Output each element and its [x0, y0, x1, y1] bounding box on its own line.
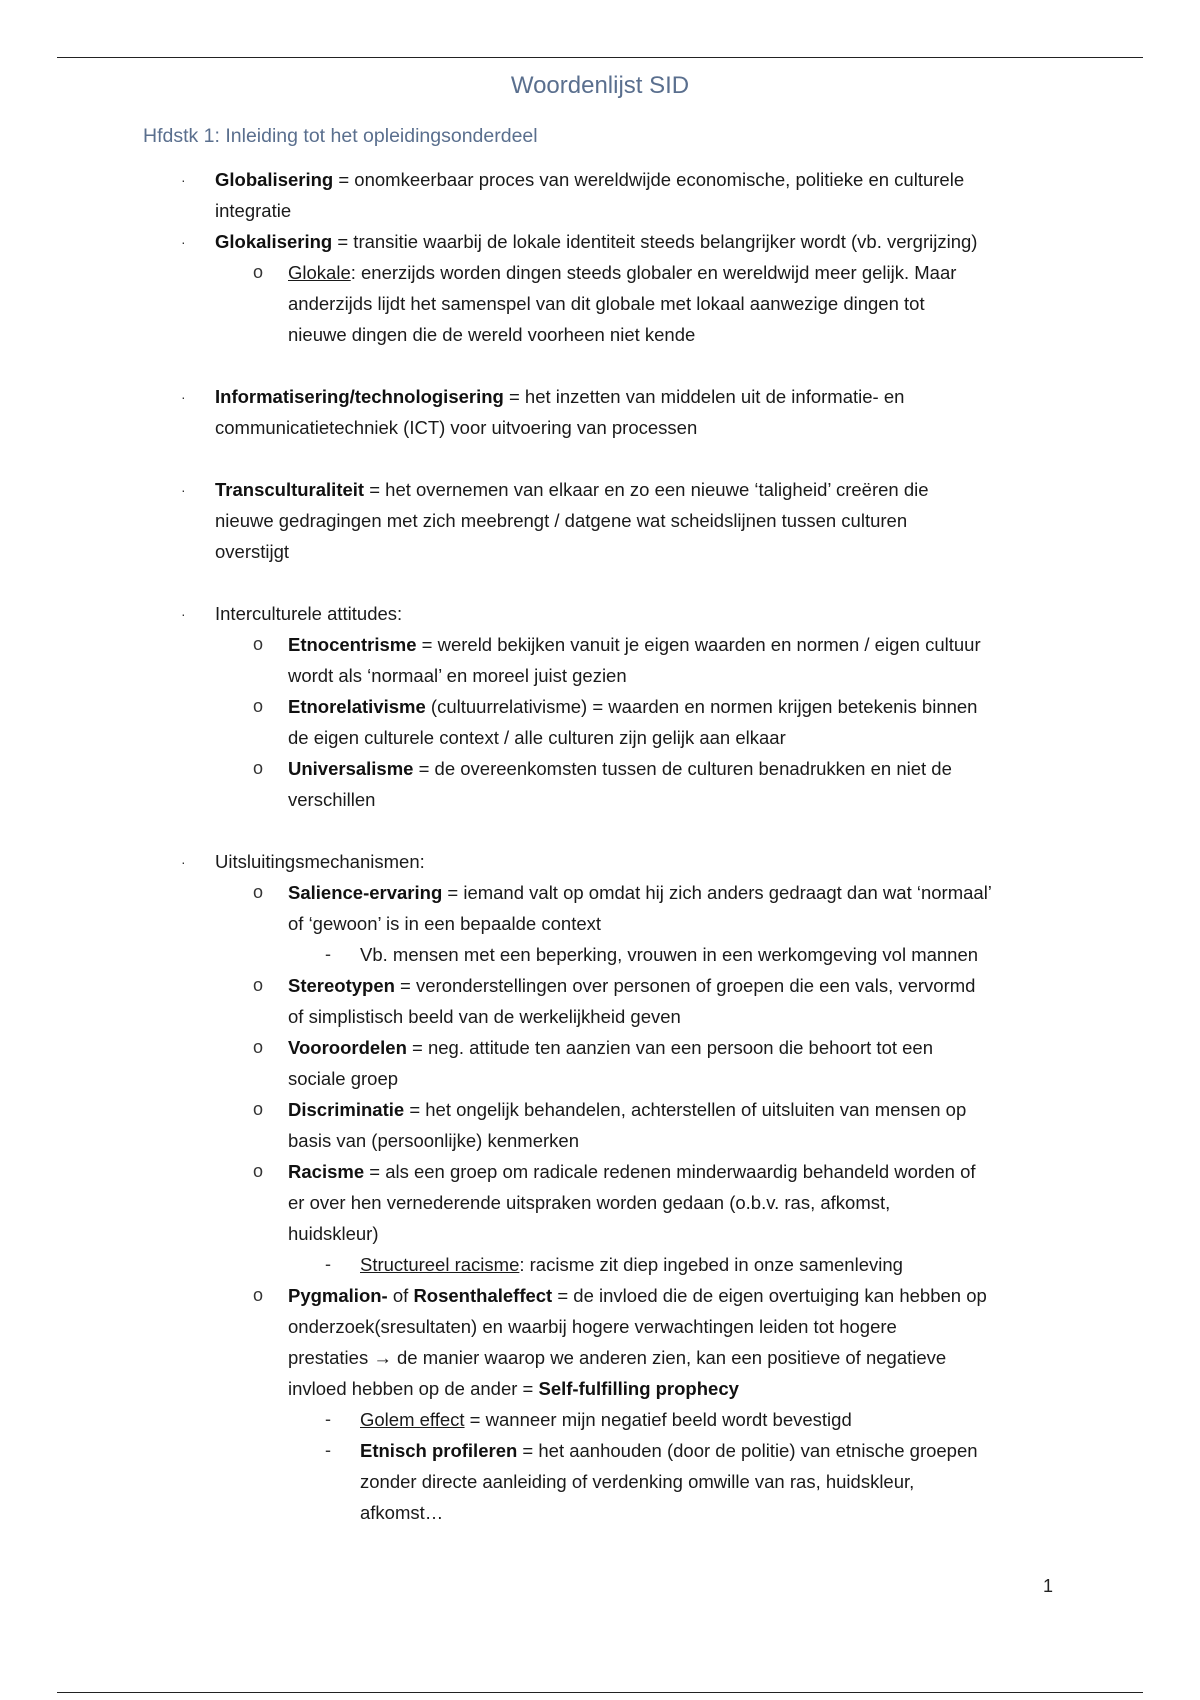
sub-bullet-marker: o	[253, 1037, 264, 1057]
arrow-icon: →	[373, 1347, 392, 1368]
sub-bullet-marker: o	[253, 1285, 264, 1305]
term: Etnorelativisme	[288, 696, 426, 717]
sub-sub-list-item	[0, 939, 1200, 970]
bullet-marker: ·	[181, 389, 186, 405]
definition: = iemand valt op omdat hij zich anders gedraagt dan wat ‘normaal’	[442, 882, 992, 903]
definition: overstijgt	[215, 541, 290, 562]
term: Etnocentrisme	[288, 634, 417, 655]
list-item-continuation	[0, 1125, 1200, 1156]
sub-list-item	[0, 1280, 1200, 1311]
sub-bullet-marker: o	[253, 634, 264, 654]
top-rule	[57, 57, 1143, 58]
list-item-continuation	[0, 505, 1200, 536]
term: Universalisme	[288, 758, 414, 779]
list-item-continuation	[0, 1373, 1200, 1404]
list-item-continuation	[0, 1218, 1200, 1249]
sub-bullet-marker: o	[253, 758, 264, 778]
section-heading: Uitsluitingsmechanismen:	[215, 851, 425, 872]
sub-bullet-marker: o	[253, 696, 264, 716]
sub-bullet-marker: o	[253, 1099, 264, 1119]
definition: = de overeenkomsten tussen de culturen benadrukken en niet de	[413, 758, 952, 779]
definition: = het overnemen van elkaar en zo een nieuwe ‘taligheid’ creëren die	[364, 479, 929, 500]
sub-sub-list-item	[0, 1404, 1200, 1435]
list-item	[0, 474, 1200, 505]
definition: = neg. attitude ten aanzien van een persoon die behoort tot een	[406, 1037, 934, 1058]
sub-list-item	[0, 1032, 1200, 1063]
chapter-heading: Hfdstk 1: Inleiding tot het opleidingsonderdeel	[143, 125, 538, 147]
sub-list-item	[0, 691, 1200, 722]
document-title: Woordenlijst SID	[510, 72, 690, 99]
definition: de eigen culturele context / alle culturen zijn gelijk aan elkaar	[288, 727, 786, 748]
definition: = wanneer mijn negatief beeld wordt bevestigd	[464, 1409, 852, 1430]
definition: er over hen vernederende uitspraken worden gedaan (o.b.v. ras, afkomst,	[288, 1192, 891, 1213]
term: Informatisering/technologisering	[215, 386, 504, 407]
definition: nieuwe gedragingen met zich meebrengt / datgene wat scheidslijnen tussen culturen	[215, 510, 908, 531]
list-item	[0, 164, 1200, 195]
page-number: 1	[1043, 1576, 1054, 1596]
list-item	[0, 598, 1200, 629]
sub-list-item	[0, 1156, 1200, 1187]
sub-list-item	[0, 1094, 1200, 1125]
definition: huidskleur)	[288, 1223, 379, 1244]
definition: = de invloed die de eigen overtuiging kan hebben op	[552, 1285, 987, 1306]
sub-sub-list-item	[0, 1435, 1200, 1466]
list-item-continuation	[0, 1497, 1200, 1528]
dash-marker: -	[325, 944, 331, 964]
list-item	[0, 226, 1200, 257]
dash-marker: -	[325, 1440, 331, 1460]
list-item-continuation	[0, 908, 1200, 939]
sub-sub-list-item	[0, 1249, 1200, 1280]
term: Discriminatie	[288, 1099, 405, 1120]
list-item-continuation	[0, 1466, 1200, 1497]
definition: = onomkeerbaar proces van wereldwijde economische, politieke en culturele	[333, 169, 965, 190]
definition: : racisme zit diep ingebed in onze samenleving	[519, 1254, 903, 1275]
definition: afkomst…	[360, 1502, 444, 1523]
definition: sociale groep	[288, 1068, 399, 1089]
term: Salience-ervaring	[288, 882, 443, 903]
term: Golem effect	[360, 1409, 465, 1430]
term: Pygmalion-	[288, 1285, 388, 1306]
term: Rosenthaleffect	[413, 1285, 553, 1306]
definition: of ‘gewoon’ is in een bepaalde context	[288, 913, 602, 934]
list-item-continuation	[0, 1063, 1200, 1094]
definition: = het aanhouden (door de politie) van etnische groepen	[517, 1440, 978, 1461]
sub-bullet-marker: o	[253, 975, 264, 995]
sub-list-item	[0, 970, 1200, 1001]
bullet-marker: ·	[181, 234, 186, 250]
term: Stereotypen	[288, 975, 395, 996]
definition: basis van (persoonlijke) kenmerken	[288, 1130, 579, 1151]
definition: = het inzetten van middelen uit de informatie- en	[503, 386, 905, 407]
sub-bullet-marker: o	[253, 1161, 264, 1181]
definition: = wereld bekijken vanuit je eigen waarden en normen / eigen cultuur	[416, 634, 981, 655]
definition: (cultuurrelativisme) = waarden en normen krijgen betekenis binnen	[425, 696, 978, 717]
sub-bullet-marker: o	[253, 262, 264, 282]
sub-list-item	[0, 753, 1200, 784]
definition: = veronderstellingen over personen of groepen die een vals, vervormd	[394, 975, 976, 996]
sub-list-item	[0, 877, 1200, 908]
definition: Vb. mensen met een beperking, vrouwen in een werkomgeving vol mannen	[360, 944, 979, 965]
bullet-marker: ·	[181, 854, 186, 870]
bullet-marker: ·	[181, 482, 186, 498]
list-item-continuation	[0, 660, 1200, 691]
list-item-continuation	[0, 722, 1200, 753]
definition: wordt als ‘normaal’ en moreel juist gezien	[288, 665, 627, 686]
definition: anderzijds lijdt het samenspel van dit globale met lokaal aanwezige dingen tot	[288, 293, 925, 314]
definition: = transitie waarbij de lokale identiteit steeds belangrijker wordt (vb. vergrijzing)	[332, 231, 978, 252]
list-item	[0, 381, 1200, 412]
definition: integratie	[215, 200, 292, 221]
dash-marker: -	[325, 1254, 331, 1274]
bullet-marker: ·	[181, 606, 186, 622]
definition: verschillen	[288, 789, 376, 810]
definition: nieuwe dingen die de wereld voorheen niet kende	[288, 324, 696, 345]
term: Etnisch profileren	[360, 1440, 518, 1461]
definition: onderzoek(sresultaten) en waarbij hogere verwachtingen leiden tot hogere	[288, 1316, 897, 1337]
term: Self-fulfilling prophecy	[538, 1378, 739, 1399]
list-item-continuation	[0, 319, 1200, 350]
definition: = als een groep om radicale redenen minderwaardig behandeld worden of	[364, 1161, 976, 1182]
list-item-continuation	[0, 1342, 1200, 1373]
definition: invloed hebben op de ander =	[288, 1378, 539, 1399]
dash-marker: -	[325, 1409, 331, 1429]
definition: prestaties	[288, 1347, 374, 1368]
list-item-continuation	[0, 412, 1200, 443]
term: Structureel racisme	[360, 1254, 520, 1275]
list-item-continuation	[0, 784, 1200, 815]
definition: communicatietechniek (ICT) voor uitvoering van processen	[215, 417, 698, 438]
definition: : enerzijds worden dingen steeds globaler en wereldwijd meer gelijk. Maar	[350, 262, 957, 283]
bullet-marker: ·	[181, 172, 186, 188]
term: Racisme	[288, 1161, 365, 1182]
term: Globalisering	[215, 169, 334, 190]
definition: zonder directe aanleiding of verdenking omwille van ras, huidskleur,	[360, 1471, 915, 1492]
term: Transculturaliteit	[215, 479, 365, 500]
definition: of simplistisch beeld van de werkelijkheid geven	[288, 1006, 681, 1027]
term: Glokalisering	[215, 231, 333, 252]
term: Glokale	[288, 262, 351, 283]
definition: = het ongelijk behandelen, achterstellen of uitsluiten van mensen op	[404, 1099, 967, 1120]
sub-list-item	[0, 257, 1200, 288]
list-item	[0, 846, 1200, 877]
sub-list-item	[0, 629, 1200, 660]
list-item-continuation	[0, 195, 1200, 226]
sub-bullet-marker: o	[253, 882, 264, 902]
term: Vooroordelen	[288, 1037, 407, 1058]
list-item-continuation	[0, 1187, 1200, 1218]
section-heading: Interculturele attitudes:	[215, 603, 403, 624]
connector: of	[387, 1285, 414, 1306]
list-item-continuation	[0, 1311, 1200, 1342]
list-item-continuation	[0, 536, 1200, 567]
list-item-continuation	[0, 1001, 1200, 1032]
list-item-continuation	[0, 288, 1200, 319]
bottom-rule	[57, 1692, 1143, 1693]
definition: de manier waarop we anderen zien, kan een positieve of negatieve	[391, 1347, 947, 1368]
